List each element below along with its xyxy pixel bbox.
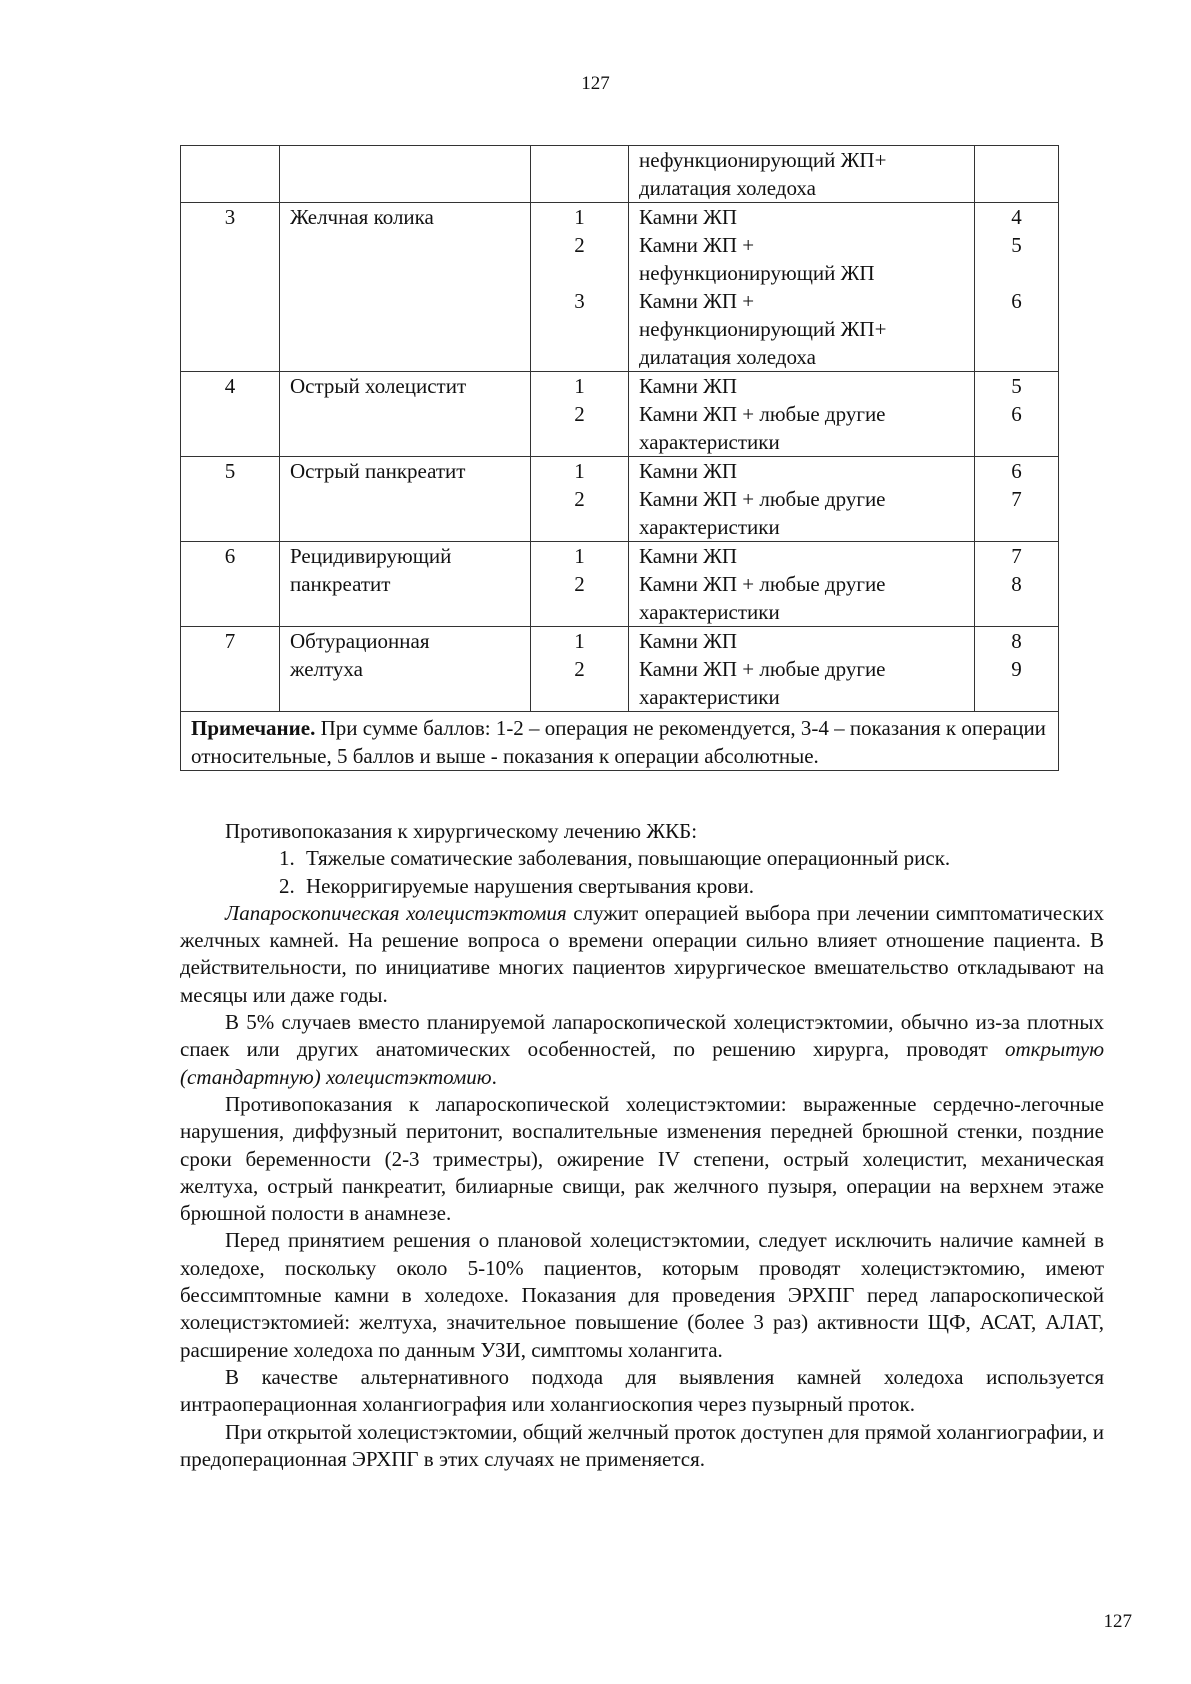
cell-name-line: желтуха	[290, 657, 363, 681]
cell-features-line: Камни ЖП + любые другие	[639, 402, 886, 426]
cell-name	[280, 542, 531, 627]
cell-name	[280, 146, 531, 203]
cell-features-line: Камни ЖП +	[639, 233, 755, 257]
cell-features-line: Камни ЖП	[639, 629, 738, 653]
cell-points-line: 5	[1011, 374, 1022, 398]
cell-grade-line: 3	[574, 289, 585, 313]
cell-grade-line: 1	[574, 374, 585, 398]
cell-points-line: 7	[1011, 487, 1022, 511]
page-number-top: 127	[581, 73, 610, 94]
cell-features-line: характеристики	[639, 600, 780, 624]
cell-grade-line: 2	[574, 402, 585, 426]
cell-features-line: характеристики	[639, 685, 780, 709]
cell-grade	[531, 542, 629, 627]
cell-points-line: 6	[1011, 402, 1022, 426]
cell-features	[629, 542, 975, 627]
cell-name-line: панкреатит	[290, 572, 391, 596]
table-note-row	[181, 712, 1059, 771]
cell-grade	[531, 203, 629, 372]
cell-grade-line: 2	[574, 487, 585, 511]
cell-grade	[531, 372, 629, 457]
cell-features-line: характеристики	[639, 430, 780, 454]
cell-num	[181, 627, 280, 712]
cell-name-line: Рецидивирующий	[290, 544, 452, 568]
cell-points	[975, 203, 1059, 372]
cell-num	[181, 203, 280, 372]
row-number: 6	[224, 544, 236, 568]
contraindications-list	[180, 845, 1104, 900]
cell-points-line: 6	[1011, 289, 1022, 313]
row-number: 5	[224, 459, 236, 483]
cell-grade-line	[531, 513, 628, 541]
cell-features	[629, 457, 975, 542]
row-number: 3	[224, 205, 236, 229]
cell-name	[280, 372, 531, 457]
cell-grade-line	[531, 428, 628, 456]
cell-points-line	[975, 513, 1058, 541]
cell-features-line: Камни ЖП	[639, 374, 738, 398]
cell-features-line: характеристики	[639, 515, 780, 539]
cell-grade-line	[531, 315, 628, 343]
cell-points-line: 7	[1011, 544, 1022, 568]
table-row	[181, 542, 1059, 627]
cell-name	[280, 203, 531, 372]
cell-points-line	[975, 315, 1058, 343]
list-item: 1. Тяжелые соматические заболевания, повышающие операционный риск.	[300, 845, 1104, 872]
row-number: 4	[224, 374, 236, 398]
scoring-table-body	[181, 146, 1059, 771]
cell-grade-line: 2	[574, 657, 585, 681]
cell-grade-line	[531, 598, 628, 626]
cell-features-line: Камни ЖП + любые другие	[639, 572, 886, 596]
cell-points	[975, 542, 1059, 627]
feature-line: нефункционирующий ЖП+	[639, 148, 887, 172]
cell-name-line: Обтурационная	[290, 629, 430, 653]
cell-points-line: 8	[1011, 629, 1022, 653]
cell-features-line: Камни ЖП	[639, 544, 738, 568]
table-row	[181, 372, 1059, 457]
cell-name-line: Острый панкреатит	[290, 459, 466, 483]
row-number: 7	[224, 629, 236, 653]
cell-points	[975, 627, 1059, 712]
cell-points-line	[975, 683, 1058, 711]
paragraph-alternative: В качестве альтернативного подхода для выявления камней холедоха используется интраоперационная холангиография или холангиоскопия через пузырный проток.	[180, 1364, 1104, 1417]
feature-line: дилатация холедоха	[639, 176, 816, 200]
cell-points-line: 9	[1011, 657, 1022, 681]
note-label: Примечание.	[191, 716, 316, 740]
cell-features	[629, 627, 975, 712]
cell-points-line	[975, 343, 1058, 371]
cell-grade	[531, 457, 629, 542]
cell-grade-line: 1	[574, 205, 585, 229]
cell-points-line	[975, 598, 1058, 626]
emphasis-term: открытую (стандартную) холецистэктомию	[180, 1037, 1104, 1089]
cell-grade-line	[531, 683, 628, 711]
cell-points-line: 6	[1011, 459, 1022, 483]
cell-num	[181, 457, 280, 542]
table-row	[181, 457, 1059, 542]
cell-name	[280, 457, 531, 542]
body-text	[180, 818, 1104, 1473]
emphasis-term: Лапароскопическая холецистэктомия	[225, 900, 567, 925]
cell-grade-line: 1	[574, 629, 585, 653]
cell-points-line	[975, 428, 1058, 456]
table-row	[181, 203, 1059, 372]
cell-points	[975, 146, 1059, 203]
paragraph-text: В 5% случаев вместо планируемой лапароскопической холецистэктомии, обычно из-за плотных спаек или других анатомических особенностей, по решению хирурга, проводят	[180, 1010, 1104, 1062]
cell-name-line: Желчная колика	[290, 205, 434, 229]
paragraph-conversion	[180, 1009, 1104, 1091]
table-row	[181, 627, 1059, 712]
table-note	[181, 712, 1059, 771]
paragraph-contraindications-lap: Противопоказания к лапароскопической холецистэктомии: выраженные сердечно-легочные нарушения, диффузный перитонит, воспалительные изменения передней брюшной стенки, поздние сроки беременности (2-3 триместры), ожирение IV степени, острый холецистит, механическая желтуха, острый панкреатит, билиарные свищи, рак желчного пузыря, операции на верхнем этаже брюшной полости в анамнезе.	[180, 1091, 1104, 1226]
paragraph-open: При открытой холецистэктомии, общий желчный проток доступен для прямой холангиографии, и предоперационная ЭРХПГ в этих случаях не применяется.	[180, 1419, 1104, 1471]
cell-num	[181, 146, 280, 203]
paragraph-laparoscopic	[180, 900, 1104, 1009]
page-number-bottom: 127	[1103, 1611, 1132, 1632]
cell-num	[181, 542, 280, 627]
cell-features	[629, 203, 975, 372]
cell-grade-line: 1	[574, 544, 585, 568]
note-text: При сумме баллов: 1-2 – операция не рекомендуется, 3-4 – показания к операции относительные, 5 баллов и выше - показания к операции абсолютные.	[191, 716, 1046, 768]
cell-features-line: нефункционирующий ЖП+	[639, 317, 887, 341]
cell-points-line: 4	[1011, 205, 1022, 229]
contraindications-heading: Противопоказания к хирургическому лечению ЖКБ:	[225, 819, 698, 843]
cell-points	[975, 372, 1059, 457]
cell-grade-line: 2	[574, 233, 585, 257]
cell-points	[975, 457, 1059, 542]
cell-grade-line: 2	[574, 572, 585, 596]
cell-features-line: нефункционирующий ЖП	[639, 261, 875, 285]
cell-features-line: Камни ЖП +	[639, 289, 755, 313]
cell-points-line: 8	[1011, 572, 1022, 596]
cell-grade-line: 1	[574, 459, 585, 483]
list-item: 2. Некорригируемые нарушения свертывания крови.	[300, 873, 1104, 900]
cell-points-line	[975, 259, 1058, 287]
cell-features-line: Камни ЖП + любые другие	[639, 487, 886, 511]
table-row-continuation	[181, 146, 1059, 203]
cell-grade	[531, 627, 629, 712]
cell-features-line: Камни ЖП	[639, 205, 738, 229]
cell-grade-line	[531, 343, 628, 371]
scoring-table	[180, 145, 1059, 771]
cell-grade-line	[531, 259, 628, 287]
cell-name-line: Острый холецистит	[290, 374, 467, 398]
cell-num	[181, 372, 280, 457]
cell-name	[280, 627, 531, 712]
cell-features	[629, 372, 975, 457]
paragraph-text: .	[491, 1064, 497, 1089]
cell-points-line: 5	[1011, 233, 1022, 257]
cell-features-line: Камни ЖП + любые другие	[639, 657, 886, 681]
cell-features	[629, 146, 975, 203]
cell-features-line: Камни ЖП	[639, 459, 738, 483]
paragraph-text: служит операцией выбора при лечении симптоматических желчных камней. На решение вопроса о времени операции сильно влияет отношение пациента. В действительности, по инициативе многих пациентов хирургическое вмешательство откладывают на месяцы или даже годы.	[180, 900, 1104, 1007]
cell-features-line: дилатация холедоха	[639, 345, 816, 369]
cell-grade	[531, 146, 629, 203]
paragraph-choledocholithiasis: Перед принятием решения о плановой холецистэктомии, следует исключить наличие камней в холедохе, поскольку около 5-10% пациентов, которым проводят холецистэктомию, имеют бессимптомные камни в холедохе. Показания для проведения ЭРХПГ перед лапароскопической холецистэктомией: желтуха, значительное повышение (более 3 раз) активности ЩФ, АСАТ, АЛАТ, расширение холедоха по данным УЗИ, симптомы холангита.	[180, 1228, 1104, 1362]
